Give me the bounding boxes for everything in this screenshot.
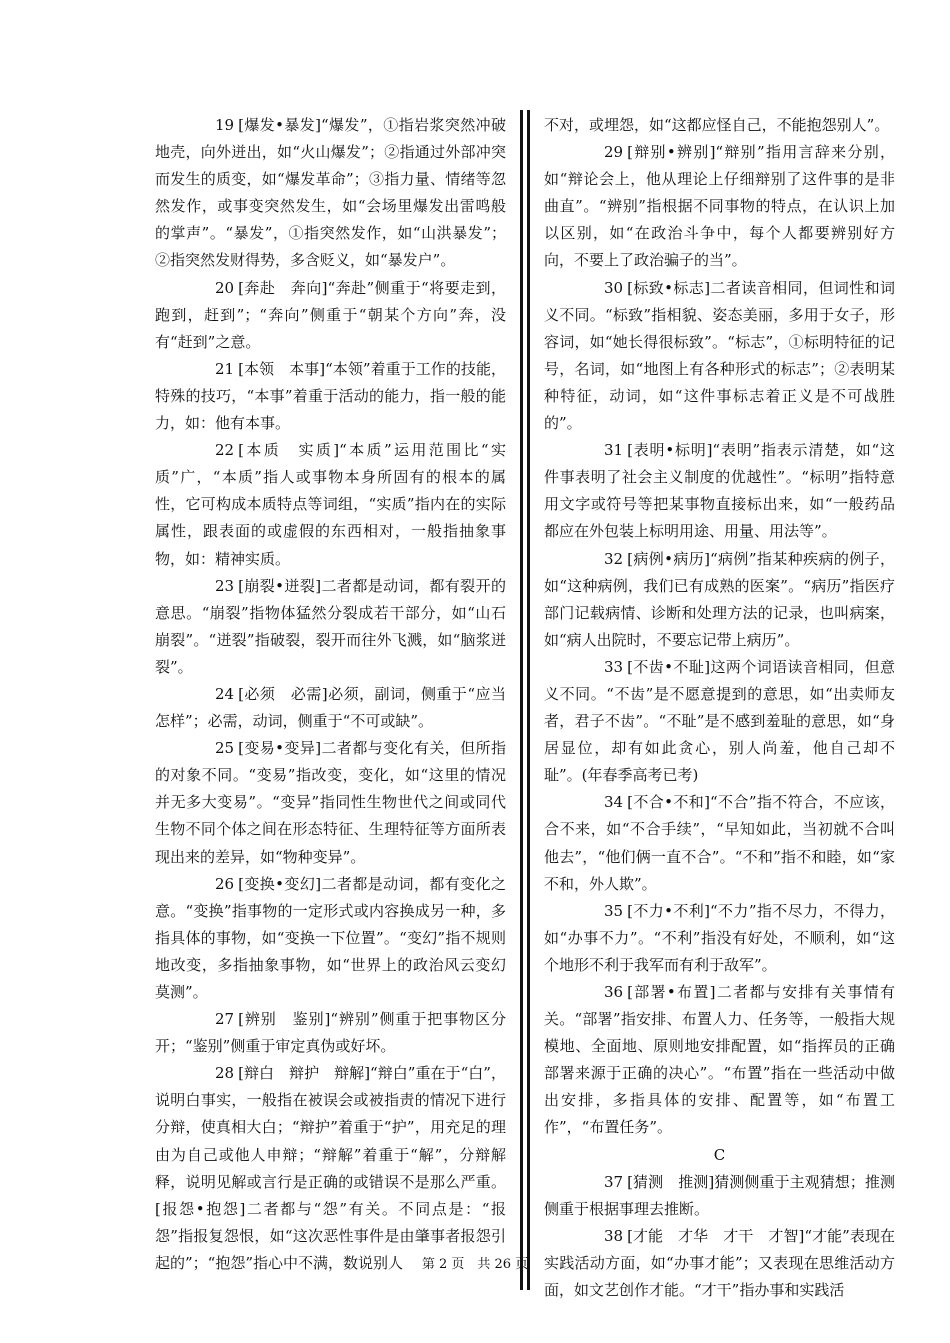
entry-31: [544, 437, 895, 545]
page-footer: 第 2 页 共 26 页: [421, 1257, 529, 1272]
entry-28: [155, 1060, 506, 1277]
entry-text: [必须 必需]必须，副词，侧重于“应当怎样”；必需，动词，侧重于“不可或缺”。: [155, 684, 506, 731]
entry-number: 36: [604, 983, 624, 1001]
entry-number: 25: [215, 739, 235, 758]
entry-text: [辨别 鉴别]“辨别”侧重于把事物区分开；“鉴别”侧重于审定真伪或好坏。: [155, 1010, 506, 1056]
entry-32: [544, 546, 895, 654]
entry-text: [才能 才华 才干 才智]“才能”表现在实践活动方面，如“办事才能”；又表现在思维活动方面，如文艺创作才能。“才干”指办事和实践活: [544, 1226, 895, 1300]
entry-number: 38: [604, 1226, 624, 1245]
entry-number: 26: [215, 874, 235, 893]
entry-30: [544, 275, 895, 438]
entry-number: 35: [604, 901, 624, 920]
entry-text: [本质 实质]“本质”运用范围比“实质”广，“本质”指人或事物本身所固有的根本的属性，它可构成本质特点等词组，“实质”指内在的实际属性，跟表面的或虚假的东西相对，一般指抽象事物，如：精神实质。: [155, 441, 506, 568]
entry-number: 27: [215, 1010, 235, 1029]
entry-text: [爆发•暴发]“爆发”，①指岩浆突然冲破地壳，向外迸出，如“火山爆发”；②指通过外部冲突而发生的质变，如“爆发革命”；③指力量、情绪等忽然发作，或事变突然发生，如“会场里爆发出雷鸣般的掌声”。“暴发”，①指突然发作，如“山洪暴发”；②指突然发财得势，多含贬义，如“暴发户”。: [155, 116, 506, 270]
entry-text: [不力•不利]“不力”指不尽力，不得力，如“办事不力”。“不利”指没有好处，不顺利，如“这个地形不利于我军而有利于敌军”。: [544, 901, 895, 974]
entry-19: [155, 112, 506, 275]
entry-text: [辩白 辩护 辩解]“辩白”重在于“白”，说明白事实，一般指在被误会或被指责的情况下进行分辩，使真相大白；“辩护”着重于“护”，用充足的理由为自己或他人申辩；“辩解”着重于“解”，分辩解释，说明见解或言行是正确的或错误不是那么严重。[报怨•抱怨]二者都与“怨”有关。不同点是：“报怨”指报复怨恨，如“这次恶性事件是由肇事者报怨引起的”；“抱怨”指心中不满，数说别人: [155, 1064, 506, 1272]
entry-text: [奔赴 奔向]“奔赴”侧重于“将要走到，跑到，赶到”；“奔向”侧重于“朝某个方向”奔，没有“赶到”之意。: [155, 278, 506, 351]
entry-number: 32: [604, 549, 624, 568]
entry-text: [崩裂•迸裂]二者都是动词，都有裂开的意思。“崩裂”指物体猛然分裂成若干部分，如“山石崩裂”。“迸裂”指破裂，裂开而往外飞溅，如“脑浆迸裂”。: [155, 576, 506, 676]
entry-number: 28: [215, 1064, 235, 1083]
column-divider-line: [527, 110, 530, 1290]
entry-number: 22: [215, 441, 235, 460]
entry-29: [544, 139, 895, 274]
entry-text: [变换•变幻]二者都是动词，都有变化之意。“变换”指事物的一定形式或内容换成另一种，多指具体的事物，如“变换一下位置”。“变幻”指不规则地改变，多指抽象事物，如“世界上的政治风云变幻莫测”。: [155, 874, 506, 1001]
entry-36: [544, 979, 895, 1142]
entry-35: [544, 898, 895, 979]
entry-24: [155, 681, 506, 735]
entry-number: 34: [604, 793, 624, 812]
entry-22: [155, 437, 506, 572]
entry-20: [155, 275, 506, 356]
entry-37: [544, 1169, 895, 1223]
entry-text: [表明•标明]“表明”指表示清楚，如“这件事表明了社会主义制度的优越性”。“标明”指特意用文字或符号等把某事物直接标出来，如“一般药品都应在外包装上标明用途、用量、用法等”。: [544, 441, 895, 541]
entry-text: [病例•病历]“病例”指某种疾病的例子，如“这种病例，我们已有成熟的医案”。“病历”指医疗部门记载病情、诊断和处理方法的记录，也叫病案，如“病人出院时，不要忘记带上病历”。: [544, 549, 895, 649]
right-column: [544, 112, 895, 1304]
entry-text: [不合•不和]“不合”指不符合，不应该，合不来，如“不合手续”，“早知如此，当初就不合叫他去”，“他们俩一直不合”。“不和”指不和睦，如“家不和，外人欺”。: [544, 793, 895, 893]
entry-text: [变易•变异]二者都与变化有关，但所指的对象不同。“变易”指改变，变化，如“这里的情况并无多大变易”。“变异”指同性生物世代之间或同代生物不同个体之间在形态特征、生理特征等方面所表现出来的差异，如“物种变异”。: [155, 739, 506, 866]
entry-number: 19: [215, 116, 235, 134]
entry-28-continued: [544, 112, 895, 139]
entry-text: [辩别•辨别]“辩别”指用言辞来分别，如“辩论会上，他从理论上仔细辩别了这件事的是非曲直”。“辨别”指根据不同事物的特点，在认识上加以区别，如“在政治斗争中，每个人都要辨别好方向，不要上了政治骗子的当”。: [544, 143, 895, 270]
entry-text: [猜测 推测]猜测侧重于主观猜想；推测侧重于根据事理去推断。: [544, 1172, 895, 1218]
entry-23: [155, 573, 506, 681]
entry-number: 21: [215, 359, 235, 378]
entry-number: 37: [604, 1172, 624, 1191]
entry-33: [544, 654, 895, 789]
entry-27: [155, 1006, 506, 1060]
left-column: [155, 112, 506, 1277]
entry-number: 33: [604, 657, 624, 676]
entry-26: [155, 871, 506, 1006]
entry-number: 24: [215, 684, 235, 703]
section-heading-c: C: [713, 1145, 726, 1164]
entry-21: [155, 356, 506, 437]
entry-text: 不对，或埋怨，如“这都应怪自己，不能抱怨别人”。: [544, 116, 890, 134]
entry-text: [部署•布置]二者都与安排有关事情有关。“部署”指安排、布置人力、任务等，一般指大规模地、全面地、原则地安排配置，如“指挥员的正确部署来源于正确的决心”。“布置”指在一些活动中做出安排，多指具体的安排、配置等，如“布置工作”，“布置任务”。: [544, 983, 895, 1137]
entry-text: [本领 本事]“本领”着重于工作的技能，特殊的技巧，“本事”着重于活动的能力，指一般的能力，如：他有本事。: [155, 359, 506, 433]
column-divider-line: [520, 110, 523, 1290]
entry-34: [544, 789, 895, 897]
entry-text: [标致•标志]二者读音相同，但词性和词义不同。“标致”指相貌、姿态美丽，多用于女子，形容词，如“她长得很标致”。“标志”，①标明特征的记号，名词，如“地图上有各种形式的标志”；②表明某种特征，动词，如“这件事标志着正义是不可战胜的”。: [544, 278, 895, 433]
entry-number: 23: [215, 576, 235, 595]
entry-25: [155, 735, 506, 870]
entry-number: 20: [215, 278, 235, 297]
entry-text: [不齿•不耻]这两个词语读音相同，但意义不同。“不齿”是不愿意提到的意思，如“出卖师友者，君子不齿”。“不耻”是不感到羞耻的意思，如“身居显位，却有如此贪心，别人尚羞，他自己却不耻”。(年春季高考已考): [544, 657, 895, 785]
entry-number: 30: [604, 278, 624, 297]
entry-number: 31: [604, 441, 624, 460]
entry-number: 29: [604, 143, 624, 162]
